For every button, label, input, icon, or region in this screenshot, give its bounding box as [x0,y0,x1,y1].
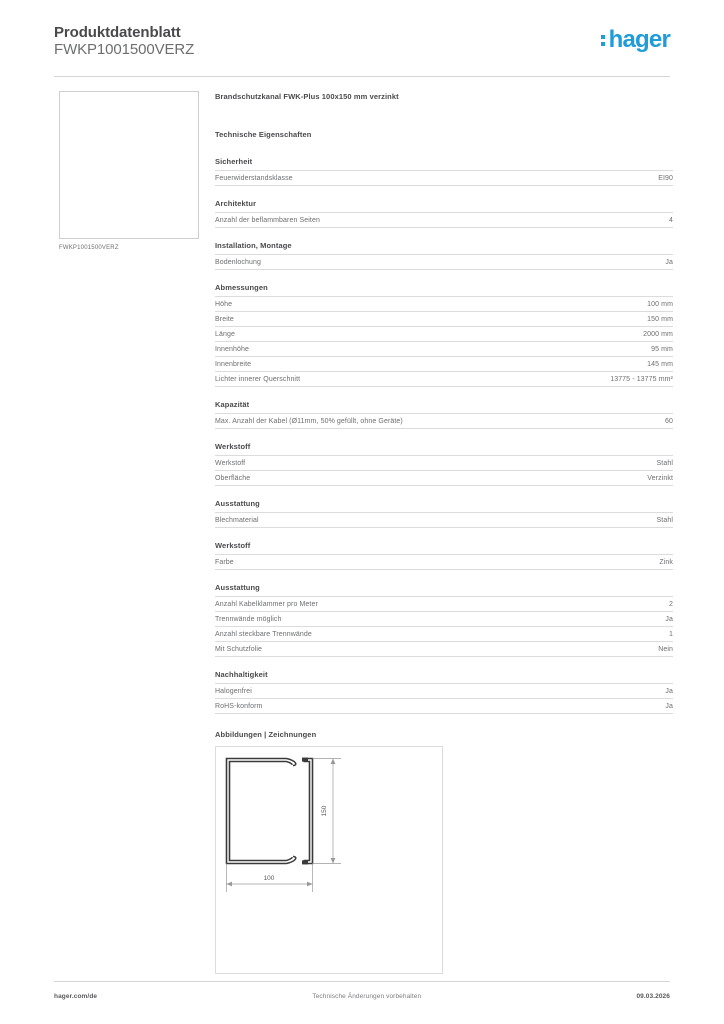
spec-group-title: Abmessungen [215,283,268,292]
colon-icon [601,35,605,46]
spec-group-list [215,157,673,714]
table-row [215,455,673,470]
spec-group [215,199,673,228]
spec-group [215,283,673,387]
table-row [215,326,673,341]
spec-value: Stahl [656,516,673,524]
specifications-panel [215,92,673,974]
product-image-caption: FWKP1001500VERZ [59,245,119,251]
spec-group [215,400,673,429]
table-row [215,356,673,371]
spec-value: 2000 mm [643,330,673,338]
table-row [215,626,673,641]
product-image [59,91,199,239]
technical-drawing [215,746,443,974]
technical-properties-heading: Technische Eigenschaften [215,130,312,139]
spec-value: EI90 [658,174,673,182]
table-row [215,641,673,657]
spec-value: Ja [665,615,673,623]
spec-group-title: Sicherheit [215,157,253,166]
spec-value: Ja [665,258,673,266]
spec-group-title: Kapazität [215,400,250,409]
spec-value: 4 [669,216,673,224]
spec-value: 2 [669,600,673,608]
spec-label: Anzahl Kabelklammer pro Meter [215,600,318,608]
spec-value: 95 mm [651,345,673,353]
spec-label: Farbe [215,558,234,566]
table-row [215,371,673,387]
spec-value: Stahl [656,459,673,467]
spec-group [215,670,673,714]
spec-value: Verzinkt [647,474,673,482]
page-header [54,24,670,72]
spec-label: Halogenfrei [215,687,252,695]
table-row [215,212,673,228]
table-row [215,470,673,486]
spec-group [215,583,673,657]
spec-value: Nein [658,645,673,653]
spec-label: Anzahl steckbare Trennwände [215,630,312,638]
spec-group-title: Werkstoff [215,541,251,550]
spec-label: Werkstoff [215,459,246,467]
spec-group-title: Werkstoff [215,442,251,451]
table-row [215,413,673,429]
spec-label: Oberfläche [215,474,251,482]
table-row [215,596,673,611]
drawings-heading: Abbildungen | Zeichnungen [215,730,317,739]
table-row [215,296,673,311]
spec-label: Max. Anzahl der Kabel (Ø11mm, 50% gefüllt, ohne Geräte) [215,417,403,425]
spec-value: 1 [669,630,673,638]
spec-label: Feuerwiderstandsklasse [215,174,293,182]
spec-label: Blechmaterial [215,516,259,524]
footer-disclaimer: Technische Änderungen vorbehalten [312,993,422,1000]
spec-value: Ja [665,687,673,695]
spec-label: Bodenlochung [215,258,261,266]
spec-value: 60 [665,417,673,425]
spec-label: Länge [215,330,235,338]
footer-divider [54,981,670,982]
dimension-label-vertical: 150 [321,805,328,817]
spec-value: 150 mm [647,315,673,323]
hager-logo [601,28,670,52]
spec-group [215,157,673,186]
table-row [215,611,673,626]
spec-label: Lichter innerer Querschnitt [215,375,301,383]
table-row [215,683,673,698]
dimension-label-horizontal: 100 [263,875,275,882]
spec-label: Innenhöhe [215,345,249,353]
spec-value: Ja [665,702,673,710]
spec-value: 13775 - 13775 mm² [610,375,673,383]
table-row [215,341,673,356]
spec-group [215,241,673,270]
table-row [215,512,673,528]
spec-value: 100 mm [647,300,673,308]
product-reference: FWKP1001500VERZ [54,41,195,58]
spec-label: Innenbreite [215,360,252,368]
table-row [215,554,673,570]
footer-date: 09.03.2026 [636,993,670,1000]
page-title: Produktdatenblatt [54,24,181,41]
spec-label: Mit Schutzfolie [215,645,263,653]
logo-wordmark: hager [608,26,670,53]
spec-label: RoHS-konform [215,702,263,710]
spec-label: Breite [215,315,234,323]
spec-group [215,442,673,486]
spec-group [215,499,673,528]
spec-group-title: Architektur [215,199,257,208]
table-row [215,170,673,186]
spec-label: Trennwände möglich [215,615,282,623]
page-footer [54,993,670,1000]
trunking-cross-section-svg [216,747,443,974]
spec-group-title: Installation, Montage [215,241,292,250]
spec-value: 145 mm [647,360,673,368]
spec-group-title: Ausstattung [215,499,260,508]
spec-label: Höhe [215,300,233,308]
table-row [215,698,673,714]
spec-label: Anzahl der beflammbaren Seiten [215,216,320,224]
spec-value: Zink [659,558,673,566]
table-row [215,311,673,326]
footer-website[interactable]: hager.com/de [54,993,98,1000]
product-name: Brandschutzkanal FWK-Plus 100x150 mm verzinkt [215,92,399,101]
spec-group-title: Nachhaltigkeit [215,670,268,679]
header-divider [54,76,670,77]
table-row [215,254,673,270]
spec-group-title: Ausstattung [215,583,260,592]
spec-group [215,541,673,570]
